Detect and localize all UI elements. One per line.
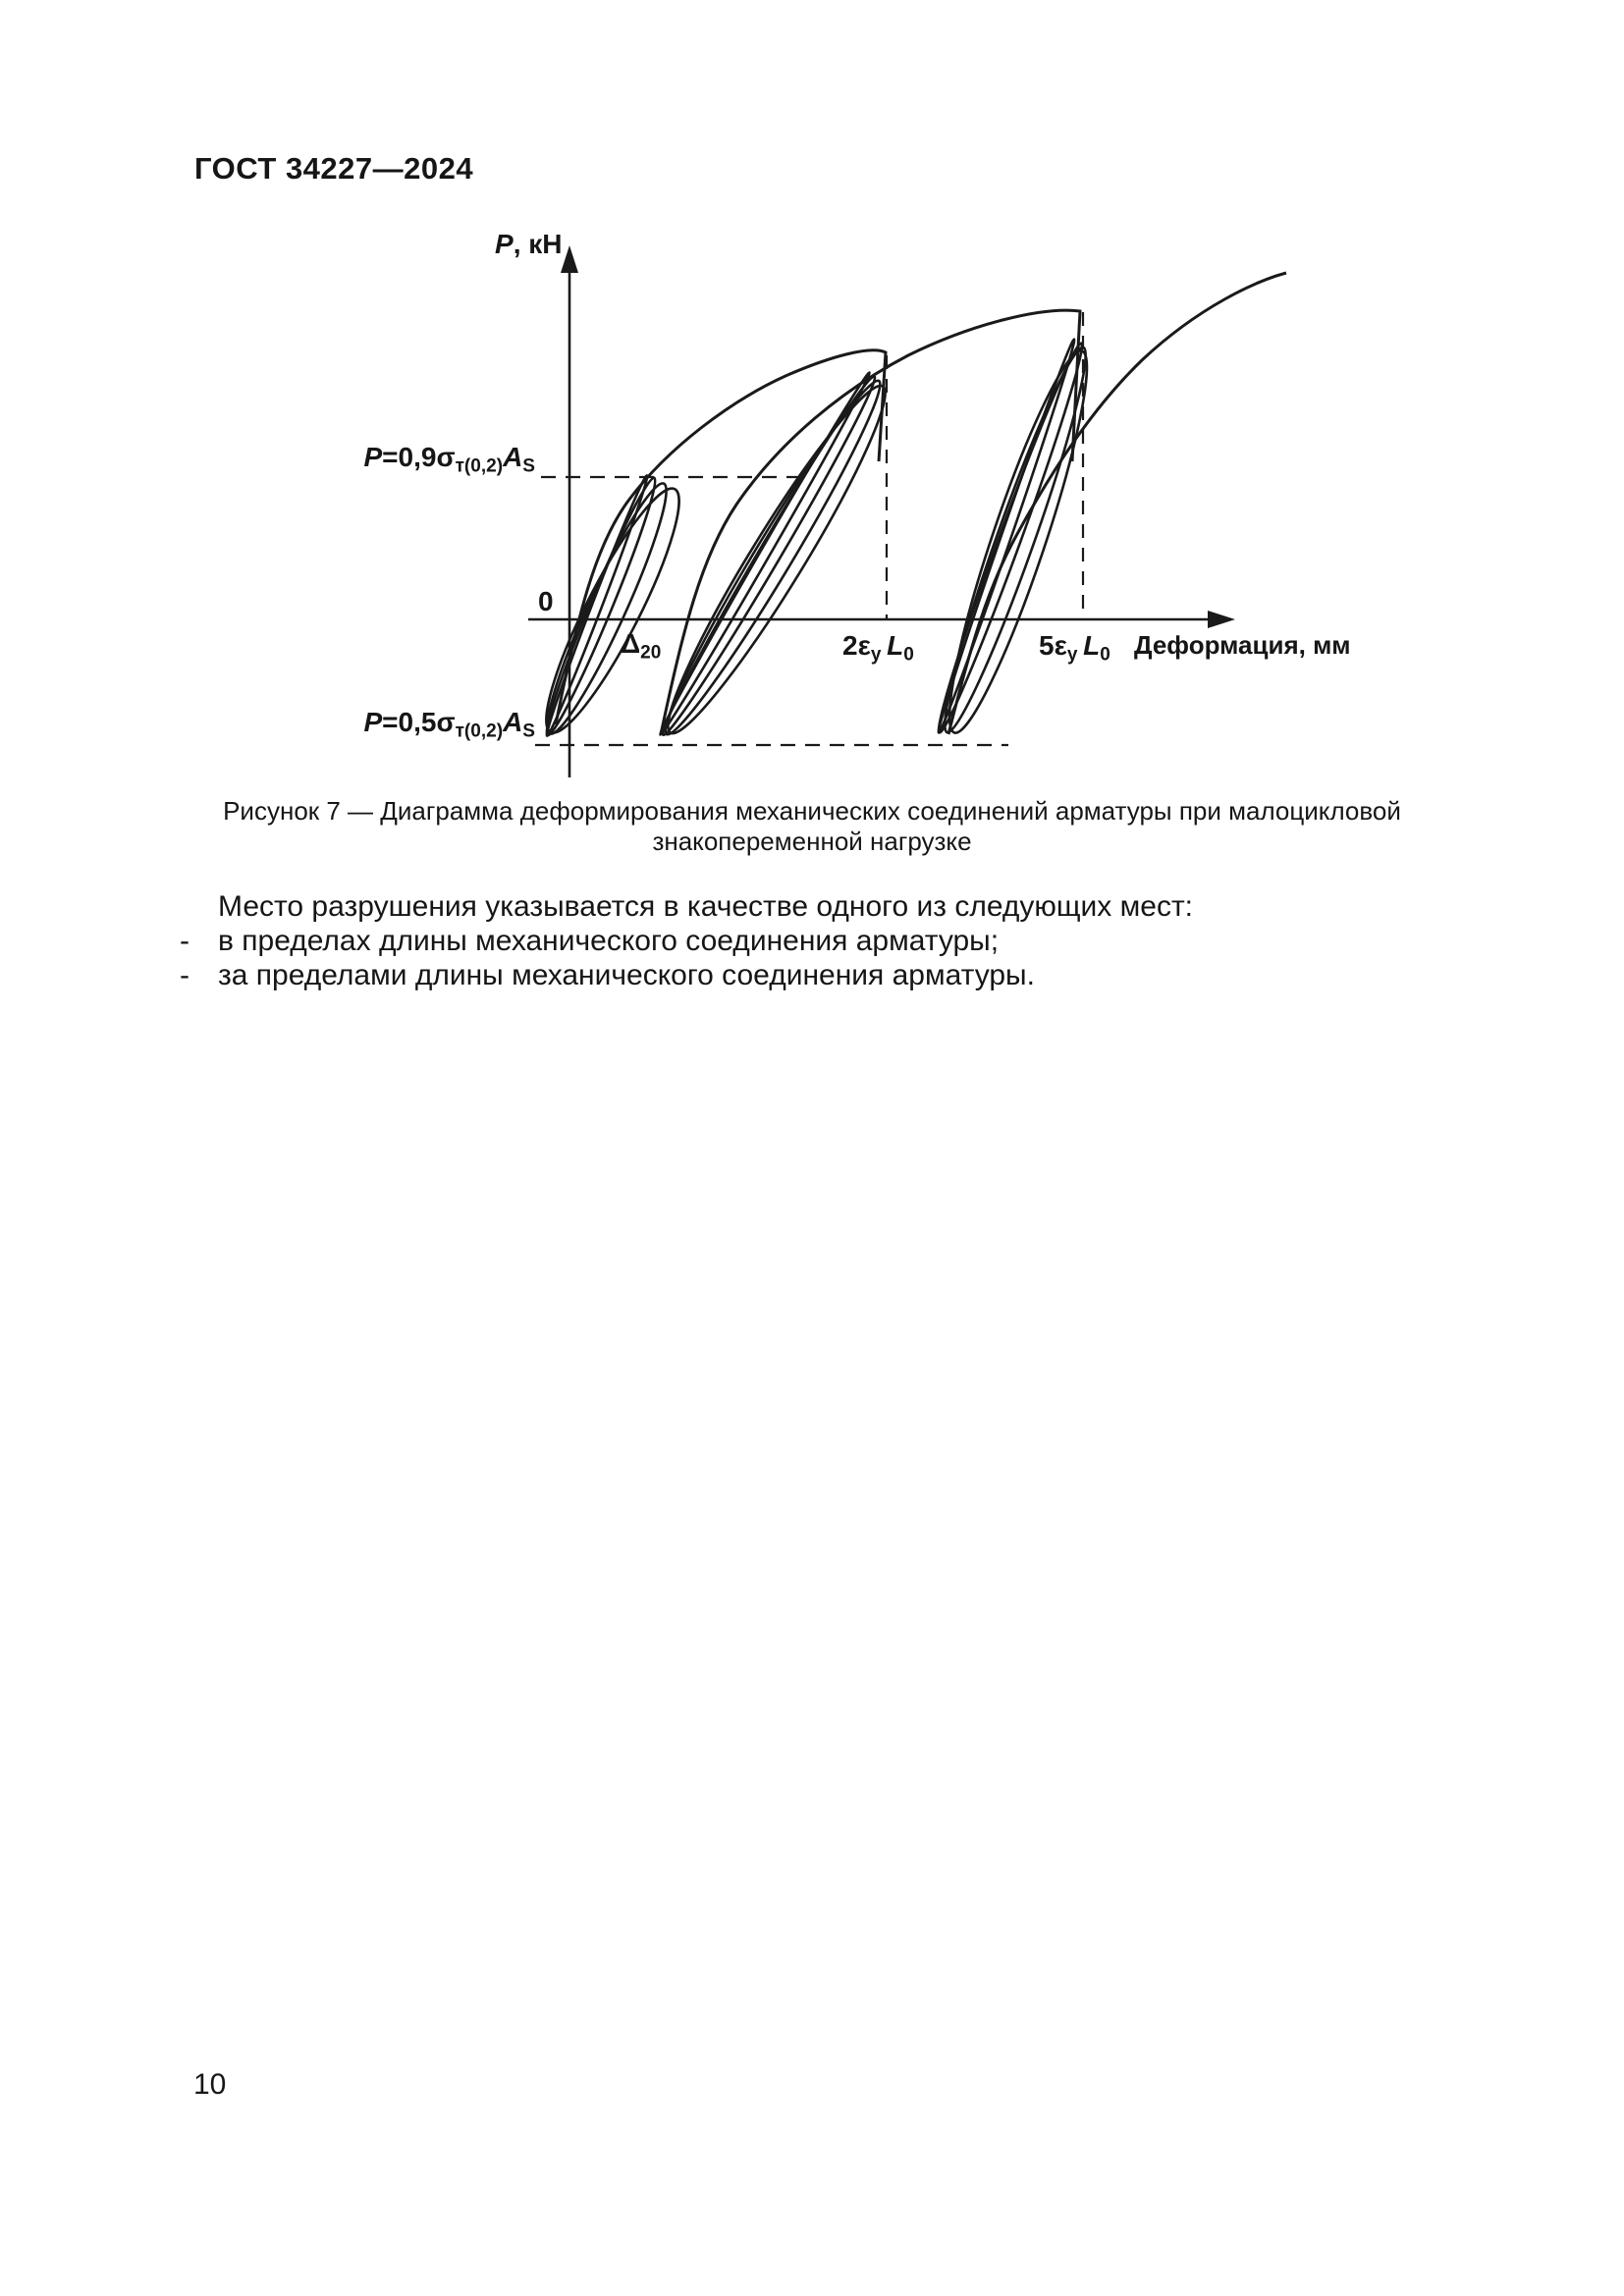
y-axis-symbol: P xyxy=(495,229,514,259)
tick-5eyL0 xyxy=(1039,631,1110,666)
list-item-marker: - xyxy=(180,959,189,991)
list-item-marker: - xyxy=(180,925,189,957)
document-header: ГОСТ 34227—2024 xyxy=(194,151,474,186)
loop-cluster-3 xyxy=(929,338,1107,741)
origin-label: 0 xyxy=(538,586,554,616)
p-symbol: P xyxy=(363,707,383,737)
figure-caption xyxy=(0,796,1624,857)
area-subscript: S xyxy=(522,721,535,742)
length-subscript: 0 xyxy=(1100,644,1110,666)
y-axis xyxy=(561,245,578,777)
list-item xyxy=(180,924,1319,958)
upper-load-level-label xyxy=(347,443,535,477)
figure-caption-line2: знакопеременной нагрузке xyxy=(652,827,972,856)
list-item-text: в пределах длины механического соединения арматуры; xyxy=(218,925,1000,957)
sigma-symbol: σ xyxy=(436,442,456,472)
sigma-subscript: т(0,2) xyxy=(455,721,504,742)
coef-subscript: y xyxy=(1066,644,1078,666)
figure-caption-line1: Рисунок 7 — Диаграмма деформирования механических соединений арматуры при малоцикловой xyxy=(223,796,1401,826)
x-axis-arrow-icon xyxy=(1208,611,1235,628)
sigma-subscript: т(0,2) xyxy=(455,455,504,477)
delta-symbol: Δ xyxy=(621,628,641,659)
list-item-text: за пределами длины механического соединения арматуры. xyxy=(218,959,1035,991)
length-subscript: 0 xyxy=(903,644,914,666)
delta-20-label xyxy=(621,629,661,664)
y-axis-arrow-icon xyxy=(561,245,578,273)
length-symbol: L xyxy=(887,630,904,661)
envelope-curve-1 xyxy=(556,350,886,724)
x-axis-label: Деформация, мм xyxy=(1134,630,1351,660)
delta-subscript: 20 xyxy=(640,642,662,664)
lower-load-level-label xyxy=(347,708,535,742)
area-symbol: A xyxy=(503,442,523,472)
coef: 2ε xyxy=(842,630,871,661)
sigma-symbol: σ xyxy=(436,707,456,737)
list-item xyxy=(180,958,1319,992)
coef-subscript: y xyxy=(870,644,882,666)
p-symbol: P xyxy=(363,442,383,472)
length-symbol: L xyxy=(1083,630,1101,661)
loop-cluster-2 xyxy=(648,370,905,747)
y-axis-unit: , кН xyxy=(513,229,563,259)
page-number: 10 xyxy=(193,2068,227,2101)
area-subscript: S xyxy=(522,455,535,477)
y-axis-label xyxy=(495,230,562,258)
value: =0,5 xyxy=(382,707,437,737)
coef: 5ε xyxy=(1039,630,1067,661)
paragraph: Место разрушения указывается в качестве одного из следующих мест: xyxy=(218,890,1194,923)
area-symbol: A xyxy=(503,707,523,737)
value: =0,9 xyxy=(382,442,437,472)
deformation-diagram xyxy=(334,221,1345,785)
tick-2eyL0 xyxy=(842,631,914,666)
body-text xyxy=(180,889,1319,992)
